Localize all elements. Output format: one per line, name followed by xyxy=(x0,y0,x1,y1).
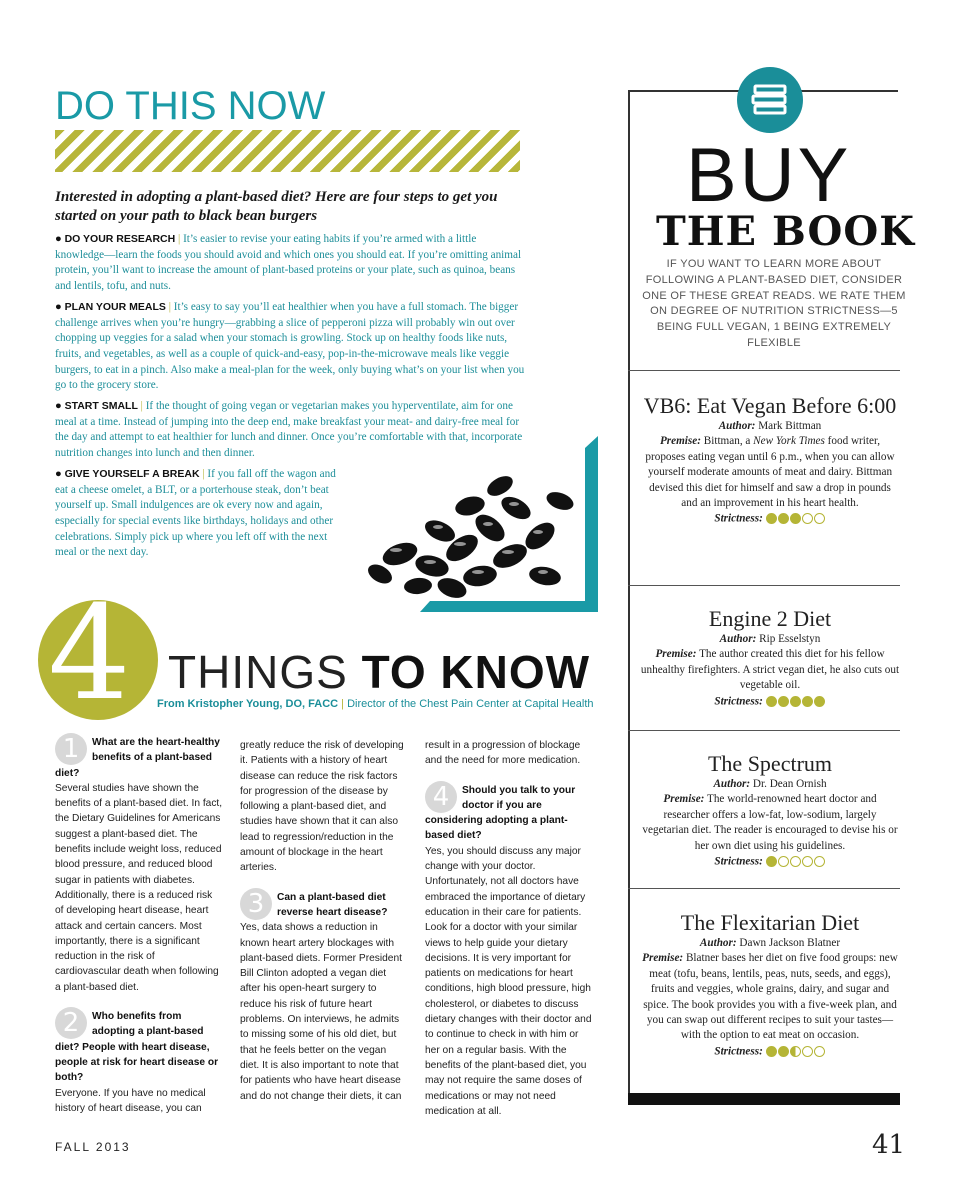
question: Should you talk to your doctor if you are considering adopting a plant-based diet? xyxy=(425,784,576,842)
book-strictness: Strictness: xyxy=(640,511,900,527)
qa-column-2 xyxy=(240,738,408,1104)
strictness-dot xyxy=(814,696,825,707)
strictness-dot xyxy=(802,513,813,524)
book-title: The Spectrum xyxy=(707,751,833,776)
byline-role: Director of the Chest Pain Center at Capital Health xyxy=(347,698,594,710)
bullet-icon: ● xyxy=(55,233,62,245)
step-text: It’s easier to revise your eating habits if you’re armed with a little knowledge—learn the foods you should avoid and which ones you should eat. If you’re omitting animal protein, you’ll want to increase the amount of plant-based proteins or your plate, such as quinoa, beans and lentils, tofu, and nuts. xyxy=(55,233,522,293)
book-flexitarian xyxy=(640,911,900,1060)
strictness-dot xyxy=(778,513,789,524)
strictness-dot xyxy=(814,513,825,524)
strictness-dot xyxy=(790,696,801,707)
book-engine-2 xyxy=(640,607,900,709)
qa-item-3 xyxy=(240,888,408,1104)
sidebar-border xyxy=(628,90,630,1105)
book-author: Rip Esselstyn xyxy=(759,633,821,645)
book-author-line: Author: Rip Esselstyn xyxy=(719,633,821,645)
black-beans-image xyxy=(340,436,598,612)
book-strictness: Strictness: xyxy=(640,854,900,870)
separator: | xyxy=(341,698,345,710)
byline-name: From Kristopher Young, DO, FACC xyxy=(157,698,339,710)
question: Who benefits from adopting a plant-based diet? People with heart disease, people at risk for heart disease or both? xyxy=(55,1011,219,1084)
book-vb6 xyxy=(640,394,900,527)
book-author-line: Author: Mark Bittman xyxy=(718,420,822,432)
qa-column-1 xyxy=(55,733,223,1116)
qa-column-3 xyxy=(425,738,593,1119)
strictness-dot xyxy=(814,1046,825,1057)
qa-item-2 xyxy=(55,1007,223,1116)
strictness-rating xyxy=(766,854,826,869)
strictness-dot xyxy=(790,856,801,867)
book-author: Mark Bittman xyxy=(758,420,822,432)
bullet-icon: ● xyxy=(55,467,62,480)
step-plan xyxy=(55,300,525,394)
separator: | xyxy=(178,233,181,245)
step-break xyxy=(55,467,345,561)
title-thin: THINGS xyxy=(168,646,348,698)
book-author-line: Author: Dawn Jackson Blatner xyxy=(699,937,841,949)
answer-continued: result in a progression of blockage and the need for more medication. xyxy=(425,740,581,767)
divider xyxy=(628,370,900,371)
strictness-dot xyxy=(766,856,777,867)
step-text: If you fall off the wagon and eat a cheese omelet, a BLT, or a porterhouse steak, don’t beat yourself up. Small indulgences are ok every now and again, especially for special events like birthdays, holidays and other celebrations. Simply pick up where you left off with the next meal or the next day. xyxy=(55,467,336,559)
book-premise: Premise: The world-renowned heart doctor and researcher offers a low-fat, low-sodium, largely vegetarian diet. The reader is encouraged to devise his or her own diet using his guidelines. xyxy=(642,793,898,852)
strictness-dot xyxy=(778,1046,789,1057)
issue-label: FALL 2013 xyxy=(55,1140,131,1154)
question: Can a plant-based diet reverse heart disease? xyxy=(277,891,388,918)
strictness-dot xyxy=(766,513,777,524)
step-head: PLAN YOUR MEALS xyxy=(64,300,166,313)
books-icon xyxy=(737,67,803,133)
question-number: 1 xyxy=(55,733,87,765)
bullet-icon: ● xyxy=(55,300,62,313)
separator: | xyxy=(202,467,205,480)
strictness-dot xyxy=(790,1046,801,1057)
book-premise: Premise: The author created this diet for his fellow unhealthy firefighters. A strict vegan diet, he also cuts out vegetable oil. xyxy=(640,648,900,692)
separator: | xyxy=(140,400,143,413)
bullet-icon: ● xyxy=(55,400,62,413)
divider xyxy=(628,888,900,889)
answer: Yes, you should discuss any major change with your doctor. Unfortunately, not all doctors have embraced the importance of dietary education in their care for patients. Look for a doctor with your similar views to help guide your dietary decisions. It is very important for patients on medications for heart conditions, high blood pressure, high cholesterol, or diabetes to discuss dietary changes with their doctor and to continue to check in with him or her on a regular basis. With the benefits of the plant-based diet, you may not require the same doses of medications or may not need medication at all. xyxy=(425,845,592,1117)
strictness-dot xyxy=(814,856,825,867)
big-number: 4 xyxy=(48,577,131,729)
book-strictness: Strictness: xyxy=(640,694,900,710)
strictness-dot xyxy=(778,696,789,707)
byline xyxy=(157,698,594,710)
question-number: 2 xyxy=(55,1007,87,1039)
the-book-heading: THE BOOK xyxy=(656,208,915,255)
strictness-dot xyxy=(766,1046,777,1057)
intro-text: Interested in adopting a plant-based diet? Here are four steps to get you started on your path to black bean burgers xyxy=(55,189,498,224)
qa-item-1 xyxy=(55,733,223,995)
divider xyxy=(628,730,900,731)
sidebar-bottom-bar xyxy=(628,1093,900,1105)
answer: Everyone. If you have no medical history of heart disease, you can xyxy=(55,1087,206,1114)
divider xyxy=(628,585,900,586)
step-head: DO YOUR RESEARCH xyxy=(64,233,176,245)
strictness-rating xyxy=(766,694,826,709)
sidebar-blurb: IF YOU WANT TO LEARN MORE ABOUT FOLLOWING A PLANT-BASED DIET, CONSIDER ONE OF THESE GREAT READS. WE RATE THEM ON DEGREE OF NUTRITION STRICTNESS—5 BEING FULL VEGAN, 1 BEING EXTREMELY FLEXIBLE xyxy=(642,258,906,349)
things-to-know-title xyxy=(168,645,590,699)
step-head: GIVE YOURSELF A BREAK xyxy=(64,467,200,480)
step-text: It’s easy to say you’ll eat healthier when you have a full stomach. The bigger challenge arrives when you’re hungry—grabbing a slice of pepperoni pizza will probably win out over chopping up veggies for a salad when your stomach is growling. Stock up on healthy foods like nuts, fruits, and vegetables, as well as a couple of quick-and-easy, pop-in-the-microwave meals like veggie burgers, to eat in a pinch. Also make a meal-plan for the week, only buying what’s on your list when you go to the grocery store. xyxy=(55,300,525,392)
step-head: START SMALL xyxy=(64,400,138,413)
page-number: 41 xyxy=(872,1130,906,1160)
strictness-dot xyxy=(766,696,777,707)
strictness-dot xyxy=(778,856,789,867)
book-author: Dawn Jackson Blatner xyxy=(739,937,841,949)
buy-heading: BUY xyxy=(686,133,852,218)
title-bold: TO KNOW xyxy=(361,646,591,698)
separator: | xyxy=(168,300,171,313)
book-title: VB6: Eat Vegan Before 6:00 xyxy=(643,393,897,418)
strictness-rating xyxy=(766,511,826,526)
strictness-dot xyxy=(802,696,813,707)
book-author-line: Author: Dr. Dean Ornish xyxy=(713,778,827,790)
book-author: Dr. Dean Ornish xyxy=(752,778,827,790)
strictness-dot xyxy=(802,1046,813,1057)
book-premise: Premise: Bittman, a New York Times food writer, proposes eating vegan until 6 p.m., when you can allow yourself moderate amounts of meat and dairy. Bittman devised this diet for himself and saw a drop in pounds and an improvement in his heart health. xyxy=(645,435,895,510)
step-text: If the thought of going vegan or vegetarian makes you hyperventilate, aim for one meal at a time. Instead of jumping into the deep end, make breakfast your meat- and dairy-free meal for the day and attempt to eat healthier for lunch and dinner. Once you’re comfortable with that, incorporate nutrition changes into lunch and then dinner. xyxy=(55,400,523,460)
step-research xyxy=(55,232,525,295)
section-title-do-this-now: DO THIS NOW xyxy=(55,84,326,128)
answer-continued: greatly reduce the risk of developing it. Patients with a history of heart disease can reduce the risk factors for progression of the disease by following a plant-based diet, and studies have shown that it can also lead to regression/reduction in the amount of blockage in the heart arteries. xyxy=(240,740,404,874)
book-strictness: Strictness: xyxy=(640,1044,900,1060)
strictness-rating xyxy=(766,1044,826,1059)
qa-item-4 xyxy=(425,781,593,1120)
question-number: 4 xyxy=(425,781,457,813)
strictness-dot xyxy=(790,513,801,524)
book-title: Engine 2 Diet xyxy=(708,606,832,631)
book-the-spectrum xyxy=(640,752,900,870)
book-premise: Premise: Blatner bases her diet on five food groups: new meat (tofu, beans, lentils, peas, nuts, seeds, and eggs), fruits and veggies, whole grains, dairy, and sugar and spice. The book provides you with a five-week plan, and you can swap out different recipes to suit your tastes—with the option to eat meat on occasion. xyxy=(642,952,898,1042)
answer: Yes, data shows a reduction in known heart artery blockages with plant-based diets. Former President Bill Clinton adopted a vegan diet after his open-heart surgery to reduce his risk of future heart problems. On interviews, he admits to missing some of his old diet, but that he feels better on the vegan diet. It is also important to note that for patients who have heart disease and do not change their diets, it can xyxy=(240,922,402,1102)
question: What are the heart-healthy benefits of a plant-based diet? xyxy=(55,737,220,779)
decorative-stripes xyxy=(55,130,520,172)
book-title: The Flexitarian Diet xyxy=(680,910,860,935)
strictness-dot xyxy=(802,856,813,867)
answer: Several studies have shown the benefits of a plant-based diet. In fact, the Dietary Guidelines for Americans suggest a plant-based diet. The benefits include weight loss, reduced blood pressure, and reduced blood sugar in patients with diabetes. Additionally, there is a reduced risk of developing heart disease, heart attack and certain cancers. Most importantly, there is a significant reduction in the risk of cardiovascular death when following a plant-based diet. xyxy=(55,782,223,993)
question-number: 3 xyxy=(240,888,272,920)
